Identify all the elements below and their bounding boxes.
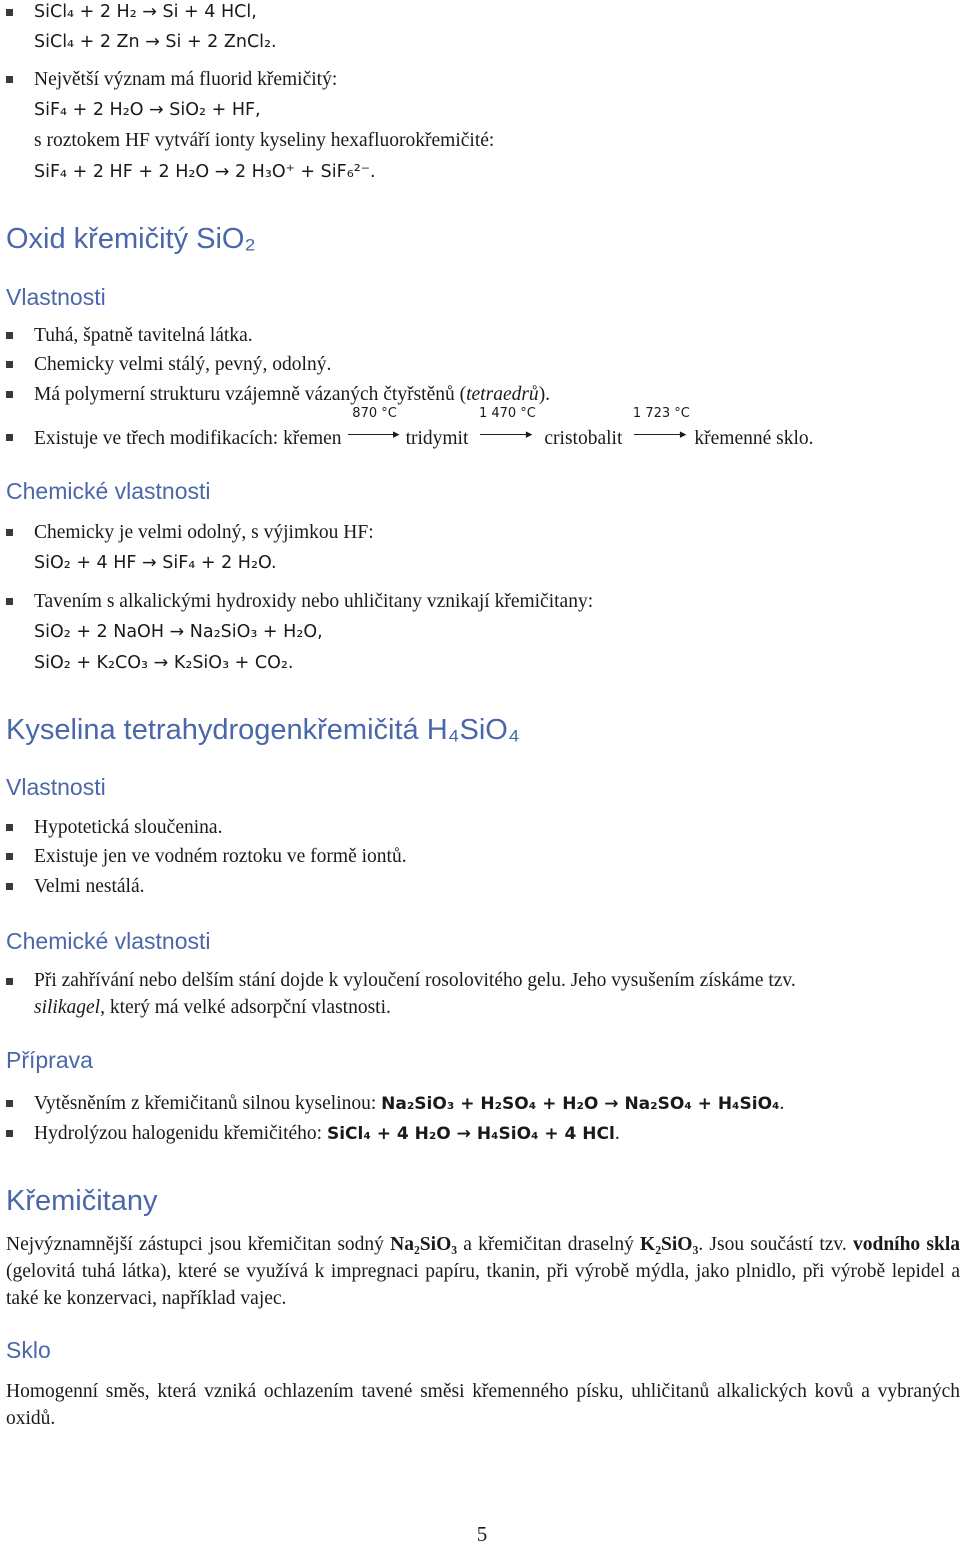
text-part: a křemičitan draselný: [457, 1234, 641, 1255]
bullet-icon: [6, 1130, 13, 1137]
heading-chemicke-vlastnosti: Chemické vlastnosti: [6, 478, 211, 504]
equation-sio2-k2co3: SiO₂ + K₂CO₃ → K₂SiO₃ + CO₂.: [34, 653, 294, 673]
bullet-icon: [6, 883, 13, 890]
bullet-icon: [6, 853, 13, 860]
heading-chemicke-vlastnosti: Chemické vlastnosti: [6, 928, 211, 954]
text-part: tridymit: [405, 428, 469, 449]
text-chemicky-stalny: Chemicky velmi stálý, pevný, odolný.: [34, 354, 332, 375]
text-part: .: [779, 1093, 785, 1114]
text-part: . Jsou součástí tzv.: [698, 1234, 853, 1255]
heading-sklo: Sklo: [6, 1337, 51, 1363]
text-vodny-roztok: Existuje jen ve vodném roztoku ve formě iontů.: [34, 846, 407, 867]
heading-vlastnosti: Vlastnosti: [6, 284, 106, 310]
italic-term: tetraedrů: [466, 384, 539, 405]
arrow-icon: 870 °C ▸: [348, 426, 400, 444]
text-tuha: Tuhá, špatně tavitelná látka.: [34, 325, 253, 346]
formula-k2sio3: K₂SiO₃: [640, 1234, 699, 1255]
bullet-icon: [6, 978, 13, 985]
text-part: Má polymerní strukturu vzájemně vázaných čtyřstěnů (: [34, 384, 467, 405]
text-part: , který má velké adsorpční vlastnosti.: [100, 997, 391, 1018]
text-taveni: Tavením s alkalickými hydroxidy nebo uhličitany vznikají křemičitany:: [34, 591, 594, 612]
text-vytesnenim: [34, 1092, 784, 1116]
text-part: Existuje ve třech modifikacích: křemen: [34, 428, 342, 449]
text-part: .: [614, 1123, 620, 1144]
text-silikagel: [34, 967, 960, 1021]
text-hypoteticka: Hypotetická sloučenina.: [34, 817, 223, 838]
arrow-icon: 1 470 °C ▸: [480, 426, 532, 444]
text-odolny: Chemicky je velmi odolný, s výjimkou HF:: [34, 522, 374, 543]
text-nestala: Velmi nestálá.: [34, 876, 145, 897]
bullet-icon: [6, 529, 13, 536]
text-sklo: Homogenní směs, která vzniká ochlazením tavené směsi křemenného písku, uhličitanů alkalických kovů a vybraných oxidů.: [6, 1381, 960, 1429]
bullet-icon: [6, 332, 13, 339]
heading-kremicitany: Křemičitany: [6, 1185, 158, 1217]
text-part: Vytěsněním z křemičitanů silnou kyselinou:: [34, 1093, 377, 1114]
temperature-label: 870 °C: [352, 406, 397, 421]
text-part: Při zahřívání nebo delším stání dojde k vyloučení rosolovitého gelu. Jeho vysušením získáme tzv.: [34, 970, 796, 991]
equation-sif4-h2o: SiF₄ + 2 H₂O → SiO₂ + HF,: [34, 100, 261, 120]
text-part: Nejvýznamnější zástupci jsou křemičitan sodný: [6, 1234, 391, 1255]
text-hydrolyzou: [34, 1122, 620, 1146]
equation-sio2-naoh: SiO₂ + 2 NaOH → Na₂SiO₃ + H₂O,: [34, 622, 323, 642]
text-part: ).: [538, 384, 551, 405]
italic-term: silikagel: [34, 997, 101, 1018]
text-fluorid: Největší význam má fluorid křemičitý:: [34, 69, 338, 90]
bullet-icon: [6, 434, 13, 441]
bullet-icon: [6, 361, 13, 368]
heading-vlastnosti: Vlastnosti: [6, 774, 106, 800]
formula-na2sio3: Na₂SiO₃: [390, 1234, 458, 1255]
equation-sicl4-h2: SiCl₄ + 2 H₂ → Si + 4 HCl,: [34, 2, 257, 22]
bullet-icon: [6, 391, 13, 398]
equation-sif4-hf: SiF₄ + 2 HF + 2 H₂O → 2 H₃O⁺ + SiF₆²⁻.: [34, 162, 376, 182]
text-part: Hydrolýzou halogenidu křemičitého:: [34, 1123, 323, 1144]
text-modifikace: [34, 406, 814, 451]
equation-priprava-1: Na₂SiO₃ + H₂SO₄ + H₂O → Na₂SO₄ + H₄SiO₄: [381, 1094, 780, 1114]
heading-priprava: Příprava: [6, 1047, 93, 1073]
arrow-icon: 1 723 °C ▸: [634, 426, 686, 444]
bullet-icon: [6, 824, 13, 831]
equation-priprava-2: SiCl₄ + 4 H₂O → H₄SiO₄ + 4 HCl: [326, 1124, 615, 1144]
bullet-icon: [6, 598, 13, 605]
bullet-icon: [6, 76, 13, 83]
equation-sicl4-zn: SiCl₄ + 2 Zn → Si + 2 ZnCl₂.: [34, 32, 277, 52]
text-kremicitany: [6, 1231, 960, 1312]
text-part: (gelovitá tuhá látka), které se využívá k impregnaci papíru, tkanin, při výrobě mýdla, jako plnidlo, při výrobě lepidel a také ke konzervaci, například vajec.: [6, 1261, 960, 1309]
bullet-icon: [6, 1100, 13, 1107]
heading-oxid-kremicity: Oxid křemičitý SiO₂: [6, 223, 256, 255]
term-vodni-sklo: vodního skla: [852, 1234, 960, 1255]
page-number: 5: [476, 1522, 488, 1546]
equation-sio2-hf: SiO₂ + 4 HF → SiF₄ + 2 H₂O.: [34, 553, 277, 573]
temperature-label: 1 470 °C: [478, 406, 536, 421]
text-hexafluoro: s roztokem HF vytváří ionty kyseliny hexafluorokřemičité:: [34, 130, 495, 151]
bullet-icon: [6, 9, 13, 16]
text-part: cristobalit: [544, 428, 623, 449]
temperature-label: 1 723 °C: [632, 406, 690, 421]
heading-kyselina: Kyselina tetrahydrogenkřemičitá H₄SiO₄: [6, 714, 520, 746]
text-part: křemenné sklo.: [694, 428, 814, 449]
